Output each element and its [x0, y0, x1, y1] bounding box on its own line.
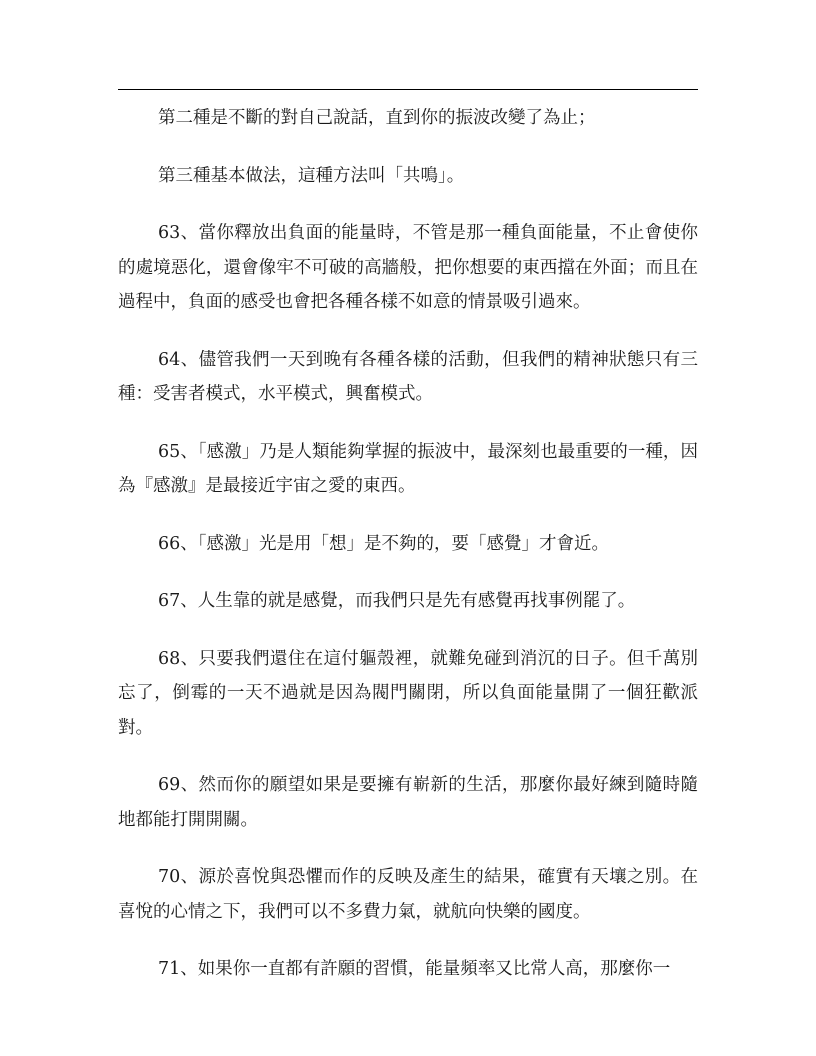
- paragraph-67: 67、人生靠的就是感覺，而我們只是先有感覺再找事例罷了。: [158, 591, 636, 611]
- paragraph-70: 70、源於喜悅與恐懼而作的反映及產生的結果，確實有天壤之別。在喜悅的心情之下，我們可以不多費力氣，就航向快樂的國度。: [118, 867, 698, 922]
- document-body: [118, 101, 698, 1010]
- paragraph-69: 69、然而你的願望如果是要擁有嶄新的生活，那麼你最好練到隨時隨地都能打開開關。: [118, 775, 698, 830]
- paragraph-2: 第三種基本做法，這種方法叫「共鳴」。: [158, 165, 465, 186]
- paragraph-1: 第二種是不斷的對自己說話，直到你的振波改變了為止；: [158, 108, 596, 128]
- paragraph-64: 64、儘管我們一天到晚有各種各樣的活動，但我們的精神狀態只有三種：受害者模式，水平模式，興奮模式。: [118, 349, 698, 404]
- paragraph-71: 71、如果你一直都有許願的習慣，能量頻率又比常人高，那麼你一: [158, 959, 671, 979]
- paragraph-68: 68、只要我們還住在這付軀殼裡，就難免碰到消沉的日子。但千萬別忘了，倒霉的一天不過就是因為閥門關閉，所以負面能量開了一個狂歡派對。: [118, 648, 698, 738]
- paragraph-63: 63、當你釋放出負面的能量時，不管是那一種負面能量，不止會使你的處境惡化，還會像牢不可破的高牆般，把你想要的東西擋在外面；而且在過程中，負面的感受也會把各種各樣不如意的情景吸引過來。: [118, 223, 698, 312]
- paragraph-65: 65、「感激」乃是人類能夠掌握的振波中，最深刻也最重要的一種，因為『感激』是最接近宇宙之愛的東西。: [118, 441, 698, 496]
- paragraph-66: 66、「感激」光是用「想」是不夠的，要「感覺」才會近。: [158, 533, 610, 554]
- header-rule: [118, 89, 698, 90]
